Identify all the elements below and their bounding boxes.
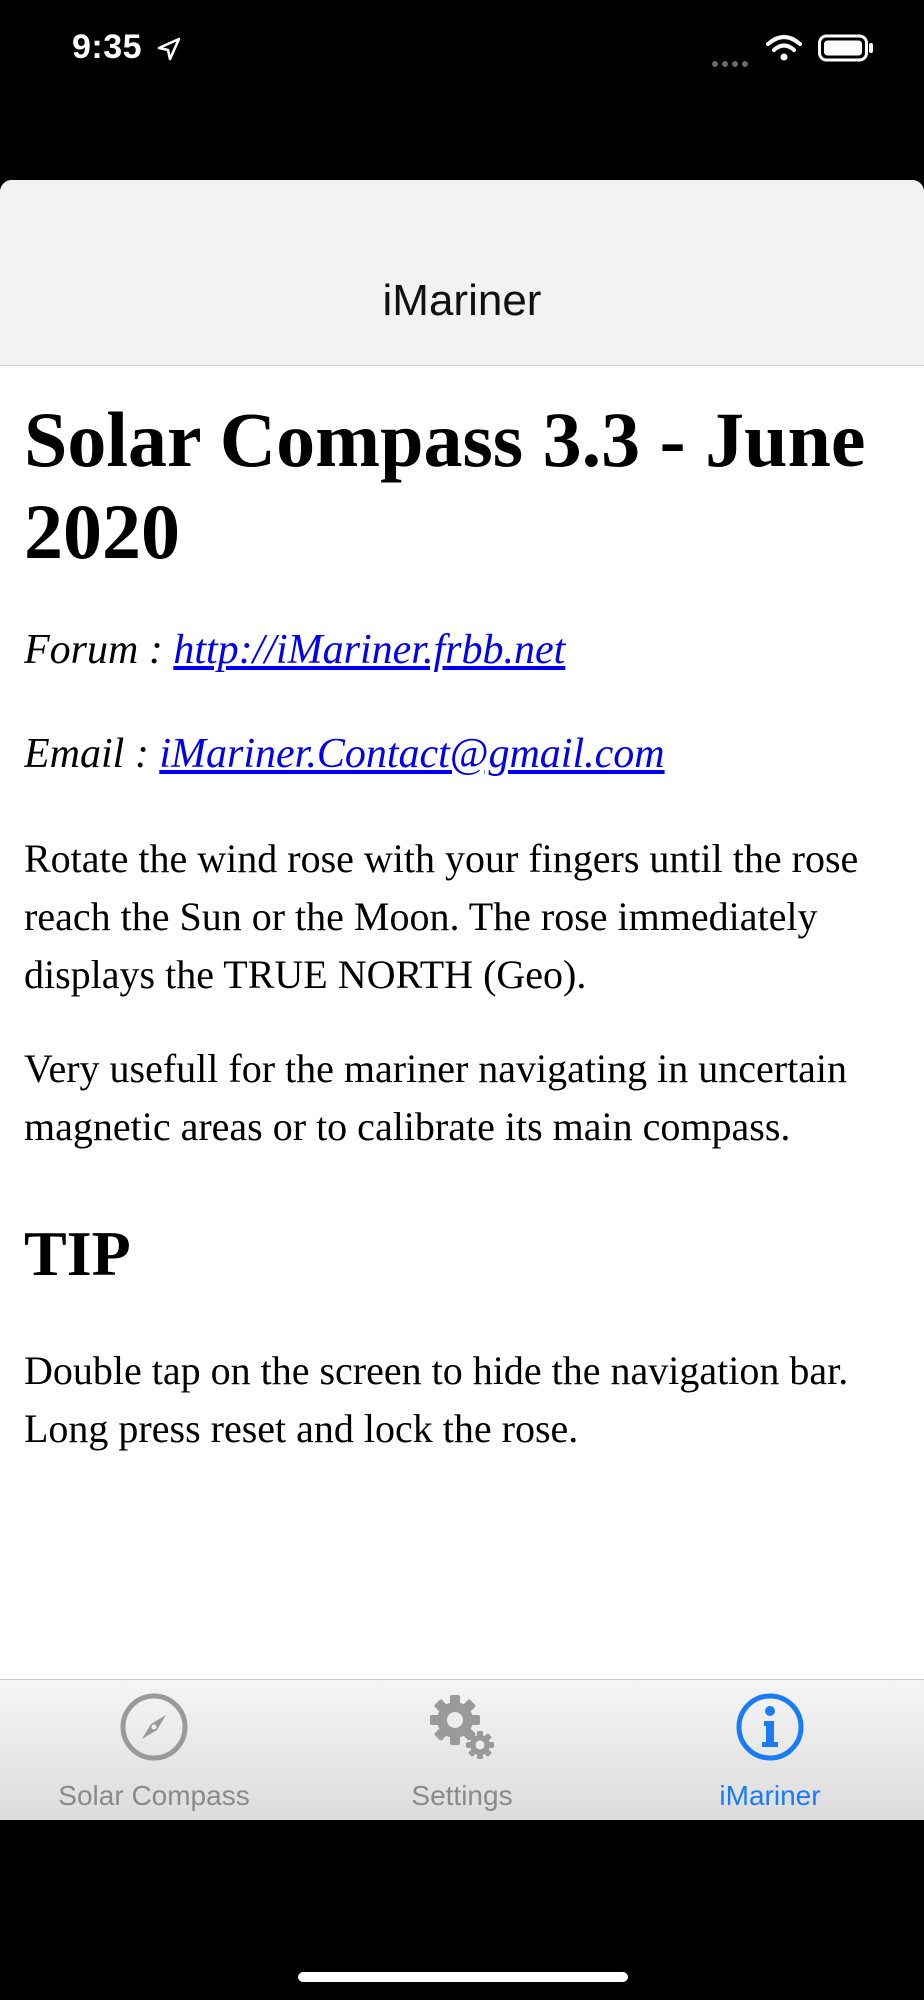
- tip-heading: TIP: [24, 1218, 131, 1289]
- email-link[interactable]: iMariner.Contact@gmail.com: [159, 731, 665, 777]
- wifi-icon: [766, 34, 802, 62]
- location-arrow-icon: [156, 36, 182, 62]
- home-indicator[interactable]: [298, 1972, 628, 1982]
- app-screen: [0, 180, 924, 1820]
- tab-settings[interactable]: [308, 1680, 616, 1820]
- tab-imariner[interactable]: [616, 1680, 924, 1820]
- email-label: Email :: [24, 731, 160, 777]
- battery-icon: [818, 34, 874, 62]
- forum-link[interactable]: http://iMariner.frbb.net: [173, 627, 566, 673]
- gear-icon: [427, 1692, 497, 1762]
- notch: [230, 0, 694, 66]
- compass-icon: [119, 1692, 189, 1762]
- tab-label: iMariner: [719, 1780, 821, 1811]
- page-heading: Solar Compass 3.3 - June 2020: [24, 396, 866, 575]
- description-paragraph: Rotate the wind rose with your fingers until the rose reach the Sun or the Moon. The rose immediately displays the TRUE NORTH (Geo).: [24, 836, 859, 997]
- email-line: [24, 726, 904, 782]
- tab-label: Solar Compass: [58, 1780, 250, 1811]
- tab-solar-compass[interactable]: [0, 1680, 308, 1820]
- cellular-signal-icon: [712, 54, 752, 72]
- tip-paragraph: Double tap on the screen to hide the navigation bar. Long press reset and lock the rose.: [24, 1348, 849, 1451]
- status-time: 9:35: [72, 28, 143, 66]
- tab-label: Settings: [411, 1780, 513, 1811]
- nav-title: iMariner: [382, 276, 542, 325]
- status-bar: [0, 0, 924, 100]
- forum-line: [24, 622, 904, 678]
- info-icon: [735, 1692, 805, 1762]
- tab-bar: [0, 1679, 924, 1820]
- usage-paragraph: Very usefull for the mariner navigating in uncertain magnetic areas or to calibrate its main compass.: [24, 1046, 848, 1149]
- about-content[interactable]: [24, 366, 904, 1820]
- forum-label: Forum :: [24, 627, 174, 673]
- navigation-bar: [0, 180, 924, 366]
